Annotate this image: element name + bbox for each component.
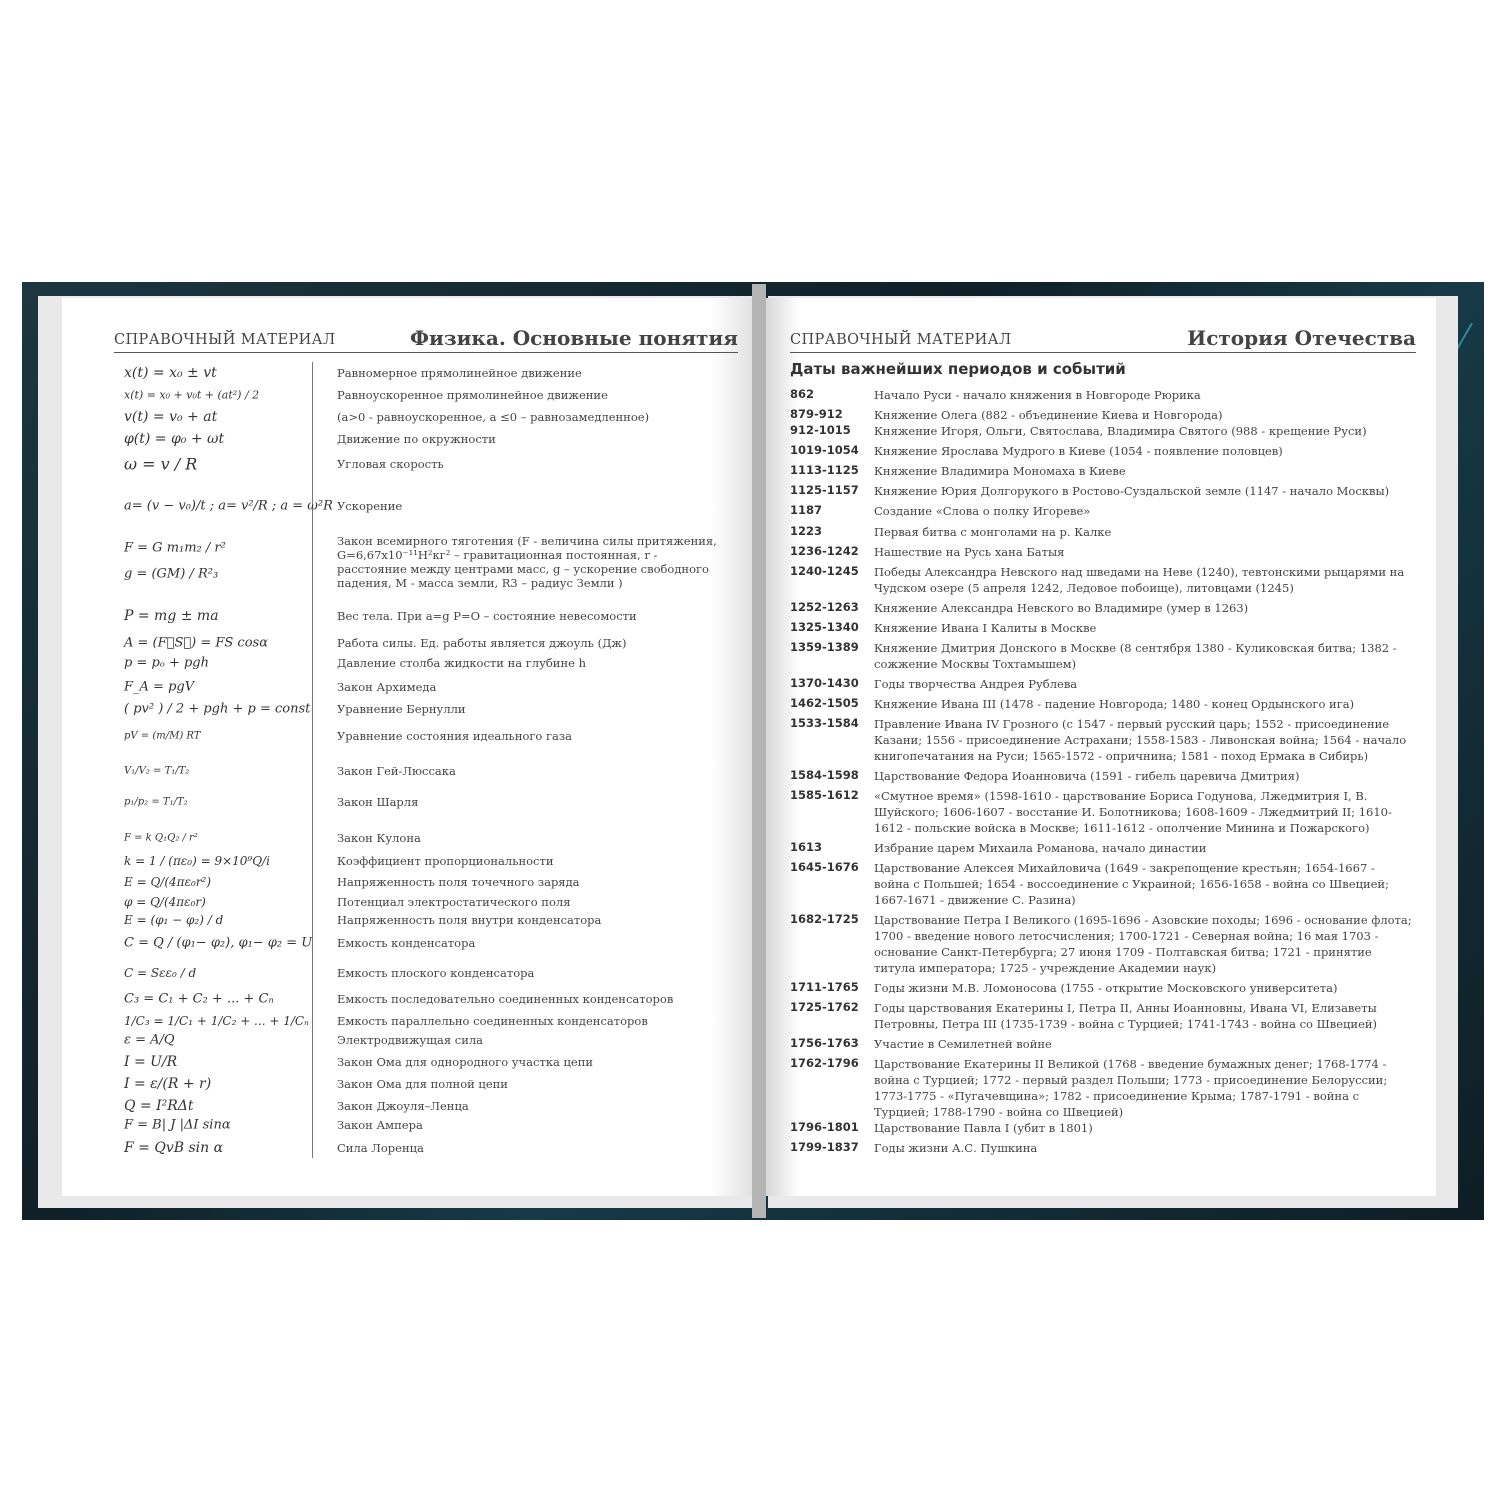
formula-description: Электродвижущая сила (337, 1033, 484, 1047)
formula: a= (v − v₀)/t ; a= v²/R ; a = ω²R (124, 498, 333, 514)
history-event: Избрание царем Михаила Романова, начало династии (874, 841, 1207, 855)
formula: pV = (m/M) RT (124, 730, 201, 742)
formula-description: Закон Ома для полной цепи (337, 1077, 508, 1091)
history-year: 1359-1389 (790, 640, 859, 654)
formula-description: Давление столба жидкости на глубине h (337, 656, 587, 670)
history-page (766, 298, 1436, 1196)
history-event: Создание «Слова о полку Игореве» (874, 504, 1091, 518)
formula-description: Потенциал электростатического поля (337, 895, 571, 909)
formula-description: Ускорение (337, 499, 403, 513)
formula-description: Закон Ома для однородного участка цепи (337, 1055, 594, 1069)
physics-page-header (114, 322, 738, 353)
formula: p = pₒ + pgh (124, 655, 209, 671)
history-year: 862 (790, 387, 815, 401)
history-event: Княжение Игоря, Ольги, Святослава, Владимира Святого (988 - крещение Руси) (874, 424, 1367, 438)
book-spine (752, 284, 766, 1218)
formula-description: Закон всемирного тяготения (F - величина силы притяжения, G=6,67x10⁻¹¹H²кг² – гравитационная постоянная, r - расстояние между центрами масс, g – ускорение свободного падения, M - масса земли, R3 – радиус Земли ) (337, 534, 717, 590)
history-year: 1113-1125 (790, 463, 859, 477)
history-year: 1252-1263 (790, 600, 859, 614)
history-year: 1019-1054 (790, 443, 859, 457)
history-page-header (790, 322, 1416, 353)
formula-description: Емкость конденсатора (337, 936, 476, 950)
formula: x(t) = x₀ ± vt (124, 365, 217, 381)
formula-description: Движение по окружности (337, 432, 496, 446)
history-year: 1533-1584 (790, 716, 859, 730)
history-event: Годы жизни А.С. Пушкина (874, 1141, 1038, 1155)
physics-page (62, 298, 752, 1196)
history-event: «Смутное время» (1598-1610 - царствование Бориса Годунова, Лжедмитрия I, В. Шуйского; 1606-1607 - восстание И. Болотникова; 1608-1609 - Лжедмитрий II; 1610-1612 - польские войска в Москве; 1611-1612 - ополчение Минина и Пожарского) (874, 789, 1392, 835)
page-title: История Отечества (1187, 326, 1416, 350)
history-year: 1725-1762 (790, 1000, 859, 1014)
history-event: Княжение Ивана I Калиты в Москве (874, 621, 1097, 635)
formula: I = ε/(R + r) (124, 1076, 212, 1092)
history-event: Царствование Петра I Великого (1695-1696 - Азовские походы; 1696 - основание флота; 1700 - введение нового летосчисления; 1700-1721 - Северная война; 16 мая 1703 - основание Санкт-Петербурга; 27 июня 1709 - Полтавская битва; 1721 - принятие титула императора; 1725 - учреждение Академии наук) (874, 913, 1412, 975)
formula-description: Емкость плоского конденсатора (337, 966, 535, 980)
history-event: Княжение Дмитрия Донского в Москве (8 сентября 1380 - Куликовская битва; 1382 - сожжение Москвы Тохтамышем) (874, 641, 1397, 671)
formula-description: Емкость параллельно соединенных конденсаторов (337, 1014, 648, 1028)
history-year: 1799-1837 (790, 1140, 859, 1154)
formula: 1/C₃ = 1/C₁ + 1/C₂ + ... + 1/Cₙ (124, 1014, 309, 1028)
formula-description: Закон Ампера (337, 1118, 423, 1132)
history-year: 1462-1505 (790, 696, 859, 710)
formula: Q = I²RΔt (124, 1098, 194, 1114)
history-event: Княжение Ивана III (1478 - падение Новгорода; 1480 - конец Ордынского ига) (874, 697, 1355, 711)
formula: k = 1 / (πε₀) = 9×10⁹Q/i (124, 854, 270, 868)
history-year: 1325-1340 (790, 620, 859, 634)
history-event: Победы Александра Невского над шведами на Неве (1240), тевтонскими рыцарями на Чудском озере (5 апреля 1242, Ледовое побоище), литовцами (1245) (874, 565, 1405, 595)
formula-description: (a>0 - равноускоренное, a ≤0 – равнозамедленное) (337, 410, 650, 424)
section-subtitle: Даты важнейших периодов и событий (790, 360, 1126, 378)
history-event: Первая битва с монголами на р. Калке (874, 525, 1112, 539)
history-event: Княжение Александра Невского во Владимире (умер в 1263) (874, 601, 1249, 615)
history-year: 1762-1796 (790, 1056, 859, 1070)
history-year: 1756-1763 (790, 1036, 859, 1050)
page-title: Физика. Основные понятия (410, 326, 738, 350)
history-year: 1125-1157 (790, 483, 859, 497)
history-year: 1223 (790, 524, 823, 538)
formula: F = G m₁m₂ / r² (124, 540, 226, 556)
formula-description: Уравнение Бернулли (337, 702, 466, 716)
formula: φ(t) = φ₀ + ωt (124, 431, 225, 447)
history-event: Начало Руси - начало княжения в Новгороде Рюрика (874, 388, 1201, 402)
formula: E = (φ₁ − φ₂) / d (124, 913, 224, 927)
history-year: 1613 (790, 840, 823, 854)
history-event: Правление Ивана IV Грозного (с 1547 - первый русский царь; 1552 - присоединение Казани; 1556 - присоединение Астрахани; 1558-1583 - Ливонская война; 1564 - начало книгопечатания на Руси; 1565-1572 - опричнина; 1581 - поход Ермака в Сибирь) (874, 717, 1407, 763)
formula-description: Закон Шарля (337, 795, 419, 809)
formula-description: Напряженность поля точечного заряда (337, 875, 580, 889)
formula: φ = Q/(4πε₀r) (124, 895, 206, 909)
history-event: Царствование Екатерины II Великой (1768 - введение бумажных денег; 1768-1774 - война с Турцией; 1772 - первый раздел Польши; 1773 - присоединение Белоруссии; 1773-1775 - «Пугачевщина»; 1782 - присоединение Крыма; 1787-1791 - война с Турцией; 1788-1790 - война со Швецией) (874, 1057, 1388, 1119)
history-event: Княжение Олега (882 - объединение Киева и Новгорода) (874, 408, 1223, 422)
history-event: Княжение Ярослава Мудрого в Киеве (1054 - появление половцев) (874, 444, 1283, 458)
formula: p₁/p₂ = T₁/T₂ (124, 796, 188, 808)
history-event: Годы царствования Екатерины I, Петра II, Анны Иоанновны, Ивана VI, Елизаветы Петровны, Петра III (1735-1739 - война с Турцией; 1741-1743 - война со Швецией) (874, 1001, 1378, 1031)
history-year: 1585-1612 (790, 788, 859, 802)
history-year: 1584-1598 (790, 768, 859, 782)
formula: ( pv² ) / 2 + pgh + p = const (124, 701, 311, 717)
formula: I = U/R (124, 1054, 178, 1070)
formula: C = Sεε₀ / d (124, 966, 197, 980)
formula: g = (GM) / R²₃ (124, 566, 219, 582)
formula-description: Закон Кулона (337, 831, 421, 845)
formula: F = QvB sin α (124, 1140, 224, 1156)
formula-description: Коэффициент пропорциональности (337, 854, 554, 868)
history-year: 879-912 (790, 407, 843, 421)
formula-description: Равноускоренное прямолинейное движение (337, 388, 608, 402)
formula: C₃ = C₁ + C₂ + ... + Cₙ (124, 991, 274, 1007)
formula-description: Закон Архимеда (337, 680, 437, 694)
history-year: 1796-1801 (790, 1120, 859, 1134)
formula-description: Уравнение состояния идеального газа (337, 729, 573, 743)
formula: ε = A/Q (124, 1032, 175, 1048)
history-year: 1187 (790, 503, 823, 517)
formula-description: Напряженность поля внутри конденсатора (337, 913, 602, 927)
history-event: Годы жизни М.В. Ломоносова (1755 - открытие Московского университета) (874, 981, 1338, 995)
history-year: 1682-1725 (790, 912, 859, 926)
formula-description: Закон Джоуля–Ленца (337, 1099, 469, 1113)
formula: P = mg ± ma (124, 608, 219, 624)
history-event: Нашествие на Русь хана Батыя (874, 545, 1065, 559)
formula-description: Закон Гей-Люссака (337, 764, 456, 778)
formula: E = Q/(4πε₀r²) (124, 875, 212, 889)
formula: A = (F⃗S⃗) = FS cosα (124, 635, 268, 651)
history-event: Годы творчества Андрея Рублева (874, 677, 1078, 691)
formula: V₁/V₂ = T₁/T₂ (124, 765, 190, 777)
formula-description: Вес тела. При a=g P=O – состояние невесомости (337, 609, 637, 623)
formula: v(t) = v₀ + at (124, 409, 218, 425)
formula: x(t) = x₀ + v₀t + (at²) / 2 (124, 388, 260, 402)
formula-description: Работа силы. Ед. работы является джоуль (Дж) (337, 636, 627, 650)
history-year: 1370-1430 (790, 676, 859, 690)
history-year: 912-1015 (790, 423, 851, 437)
history-year: 1645-1676 (790, 860, 859, 874)
history-event: Царствование Алексея Михайловича (1649 - закрепощение крестьян; 1654-1667 - война с Польшей; 1654 - воссоединение с Украиной; 1656-1658 - война со Швецией; 1667-1671 - движение С. Разина) (874, 861, 1389, 907)
formula-description: Емкость последовательно соединенных конденсаторов (337, 992, 674, 1006)
history-event: Царствование Федора Иоанновича (1591 - гибель царевича Дмитрия) (874, 769, 1300, 783)
reference-label: СПРАВОЧНЫЙ МАТЕРИАЛ (114, 332, 336, 348)
history-year: 1236-1242 (790, 544, 859, 558)
history-event: Княжение Владимира Мономаха в Киеве (874, 464, 1126, 478)
history-year: 1240-1245 (790, 564, 859, 578)
history-event: Царствование Павла I (убит в 1801) (874, 1121, 1093, 1135)
formula-description: Равномерное прямолинейное движение (337, 366, 582, 380)
column-divider (312, 362, 313, 1158)
formula-description: Сила Лоренца (337, 1141, 424, 1155)
history-year: 1711-1765 (790, 980, 859, 994)
formula-description: Угловая скорость (337, 457, 444, 471)
formula: C = Q / (φ₁− φ₂), φ₁− φ₂ = U (124, 935, 313, 951)
reference-label: СПРАВОЧНЫЙ МАТЕРИАЛ (790, 332, 1012, 348)
formula: F_A = pgV (124, 679, 195, 695)
history-event: Участие в Семилетней войне (874, 1037, 1052, 1051)
formula: F = k Q₁Q₂ / r² (124, 832, 198, 844)
formula: F = B| J |ΔI sinα (124, 1117, 231, 1133)
formula: ω = v / R (124, 454, 198, 474)
history-event: Княжение Юрия Долгорукого в Ростово-Суздальской земле (1147 - начало Москвы) (874, 484, 1390, 498)
